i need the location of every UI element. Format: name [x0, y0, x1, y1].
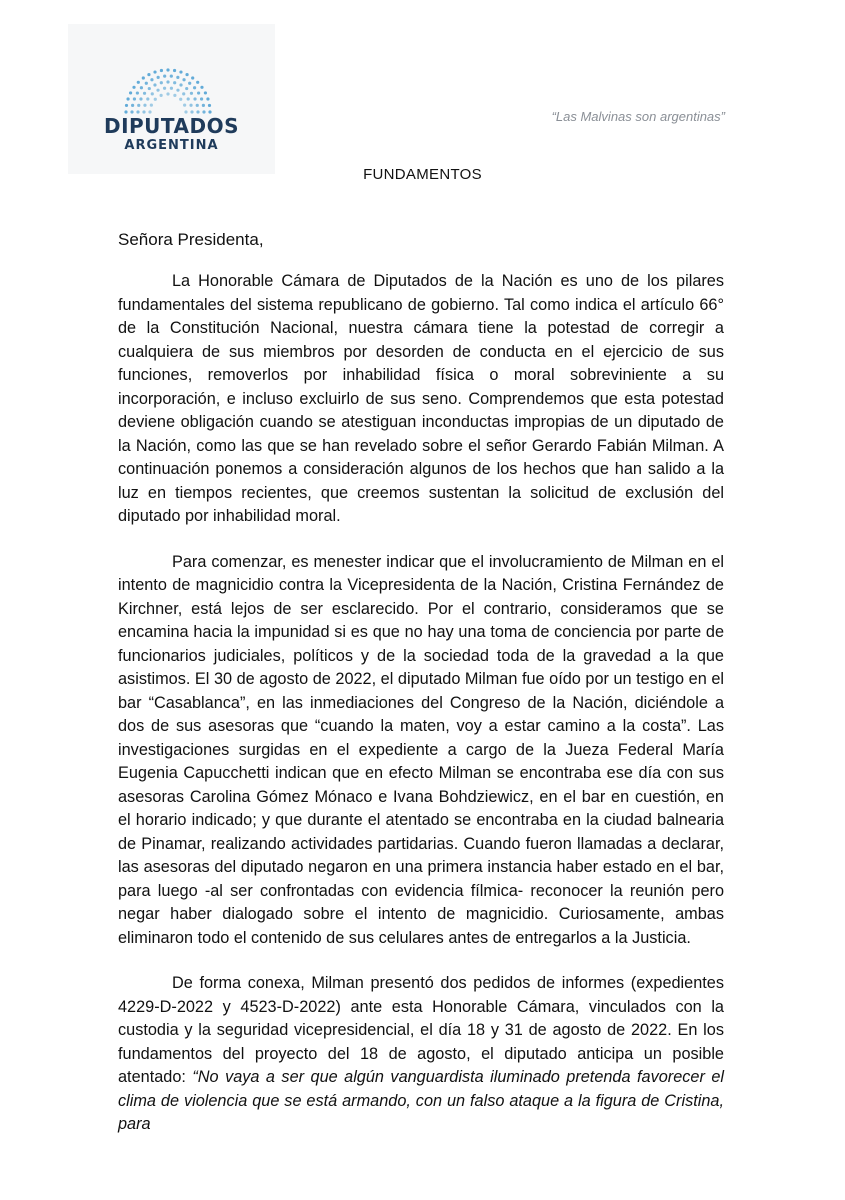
- arc-seat-dot: [154, 98, 157, 101]
- arc-seat-dot: [157, 76, 160, 79]
- arc-seat-dot: [160, 69, 163, 72]
- arc-seat-dot: [125, 104, 128, 107]
- arc-seat-dot: [153, 83, 156, 86]
- arc-seat-dot: [193, 86, 196, 89]
- arc-seat-dot: [166, 68, 169, 71]
- arc-seat-dot: [202, 104, 205, 107]
- arc-seat-dot: [129, 91, 132, 94]
- arc-seat-dot: [147, 73, 150, 76]
- arc-seat-dot: [170, 75, 173, 78]
- arc-seat-dot: [179, 83, 182, 86]
- arc-seat-dot: [153, 70, 156, 73]
- arc-seat-dot: [137, 104, 140, 107]
- arc-seat-dot: [176, 76, 179, 79]
- arc-seat-dot: [137, 81, 140, 84]
- arc-seat-dot: [185, 73, 188, 76]
- arc-seat-dot: [173, 69, 176, 72]
- logo-subtitle: ARGENTINA: [124, 138, 219, 153]
- arc-seat-dot: [190, 92, 193, 95]
- arc-seat-dot: [173, 94, 176, 97]
- arc-seat-dot: [166, 92, 169, 95]
- arc-seat-dot: [196, 81, 199, 84]
- document-body: [118, 270, 724, 1159]
- arc-seat-dot: [148, 87, 151, 90]
- arc-seat-dot: [187, 97, 190, 100]
- arc-seat-dot: [150, 104, 153, 107]
- arc-seat-dot: [176, 89, 179, 92]
- arc-seat-dot: [140, 86, 143, 89]
- arc-seat-dot: [188, 82, 191, 85]
- document-heading: FUNDAMENTOS: [363, 166, 482, 183]
- arc-seat-dot: [183, 104, 186, 107]
- arc-seat-dot: [143, 92, 146, 95]
- arc-seat-dot: [133, 97, 136, 100]
- arc-seat-dot: [163, 75, 166, 78]
- arc-seat-dot: [151, 92, 154, 95]
- paragraph-3: [118, 972, 724, 1137]
- arc-seat-dot: [193, 97, 196, 100]
- arc-seat-dot: [142, 76, 145, 79]
- salutation: Señora Presidenta,: [118, 230, 264, 249]
- arc-seat-dot: [126, 97, 129, 100]
- arc-seat-dot: [160, 81, 163, 84]
- arc-seat-dot: [204, 91, 207, 94]
- arc-seat-dot: [200, 97, 203, 100]
- arc-seat-dot: [166, 80, 169, 83]
- arc-seat-dot: [136, 91, 139, 94]
- arc-seat-dot: [146, 97, 149, 100]
- paragraph-3-quote: “No vaya a ser que algún vanguardista iluminado pretenda favorecer el clima de violencia que se está armando, con un falso ataque a la figura de Cristina, para: [118, 1068, 724, 1133]
- arc-seat-dot: [156, 89, 159, 92]
- arc-seat-dot: [163, 87, 166, 90]
- paragraph-1: La Honorable Cámara de Diputados de la Nación es uno de los pilares fundamentales del sistema republicano de gobierno. Tal como indica el artículo 66° de la Constitución Nacional, nuestra cámara tiene la potestad de corregir a cualquiera de sus miembros por desorden de conducta en el ejercicio de sus funciones, removerlos por inhabilidad física o moral sobreviniente a su incorporación, e incluso excluirlo de sus seno. Comprendemos que esta potestad deviene obligación cuando se atestiguan inconductas impropias de un diputado de la Nación, como las que se han revelado sobre el señor Gerardo Fabián Milman. A continuación ponemos a consideración algunos de los hechos que han salido a la luz en tiempos recientes, que creemos sustentan la solicitud de exclusión del diputado por inhabilidad moral.: [118, 272, 724, 525]
- arc-seat-dot: [143, 104, 146, 107]
- arc-seat-dot: [150, 78, 153, 81]
- logo-title: DIPUTADOS: [103, 114, 240, 138]
- arc-seat-dot: [179, 70, 182, 73]
- arc-seat-dot: [197, 91, 200, 94]
- arc-seat-dot: [170, 87, 173, 90]
- arc-seat-dot: [182, 92, 185, 95]
- arc-seat-dot: [189, 104, 192, 107]
- arc-seat-dot: [208, 104, 211, 107]
- arc-seat-dot: [160, 94, 163, 97]
- arc-seat-dot: [182, 78, 185, 81]
- paragraph-2: Para comenzar, es menester indicar que el involucramiento de Milman en el intento de magnicidio contra la Vicepresidenta de la Nación, Cristina Fernández de Kirchner, está lejos de ser esclarecido. Por el contrario, consideramos que se encamina hacia la impunidad si es que no hay una toma de conciencia por parte de funcionarios judiciales, políticos y de la sociedad toda de la gravedad a la que asistimos. El 30 de agosto de 2022, el diputado Milman fue oído por un testigo en el bar “Casablanca”, en las inmediaciones del Congreso de la Nación, diciéndole a dos de sus asesoras que “cuando la maten, voy a estar camino a la costa”. Las investigaciones surgidas en el expediente a cargo de la Jueza Federal María Eugenia Capucchetti indican que en efecto Milman se encontraba ese día con sus asesoras Carolina Gómez Mónaco e Ivana Bohdziewicz, en el bar en cuestión, en el horario indicado; y que durante el atentado se encontraba en la ciudad balnearia de Pinamar, realizando actividades partidarias. Cuando fueron llamadas a declarar, las asesoras del diputado negaron en una primera instancia haber estado en el bar, para luego -al ser confrontadas con evidencia fílmica- reconocer la reunión pero negar haber dialogado sobre el intento de magnicidio. Curiosamente, ambas eliminaron todo el contenido de sus celulares antes de entregarlos a la Justicia.: [118, 552, 724, 947]
- arc-seat-dot: [191, 76, 194, 79]
- paragraph-3-text: De forma conexa, Milman presentó dos pedidos de informes (expedientes 4229-D-2022 y 4523-D-2022) ante esta Honorable Cámara, vinculados con la custodia y la seguridad vicepresidencial, el día 18 y 31 de agosto de 2022. En los fundamentos del proyecto del 18 de agosto, el diputado anticipa un posible atentado:: [118, 974, 724, 1086]
- motto: “Las Malvinas son argentinas”: [551, 109, 725, 124]
- arc-seat-dot: [179, 98, 182, 101]
- arc-seat-dot: [173, 81, 176, 84]
- arc-seat-dot: [132, 86, 135, 89]
- arc-seat-dot: [196, 104, 199, 107]
- diputados-logo: [68, 24, 275, 174]
- arc-seat-dot: [131, 104, 134, 107]
- arc-seat-dot: [139, 97, 142, 100]
- arc-seat-dot: [206, 97, 209, 100]
- arc-seat-dot: [200, 86, 203, 89]
- arc-seat-dot: [185, 87, 188, 90]
- arc-seat-dot: [145, 82, 148, 85]
